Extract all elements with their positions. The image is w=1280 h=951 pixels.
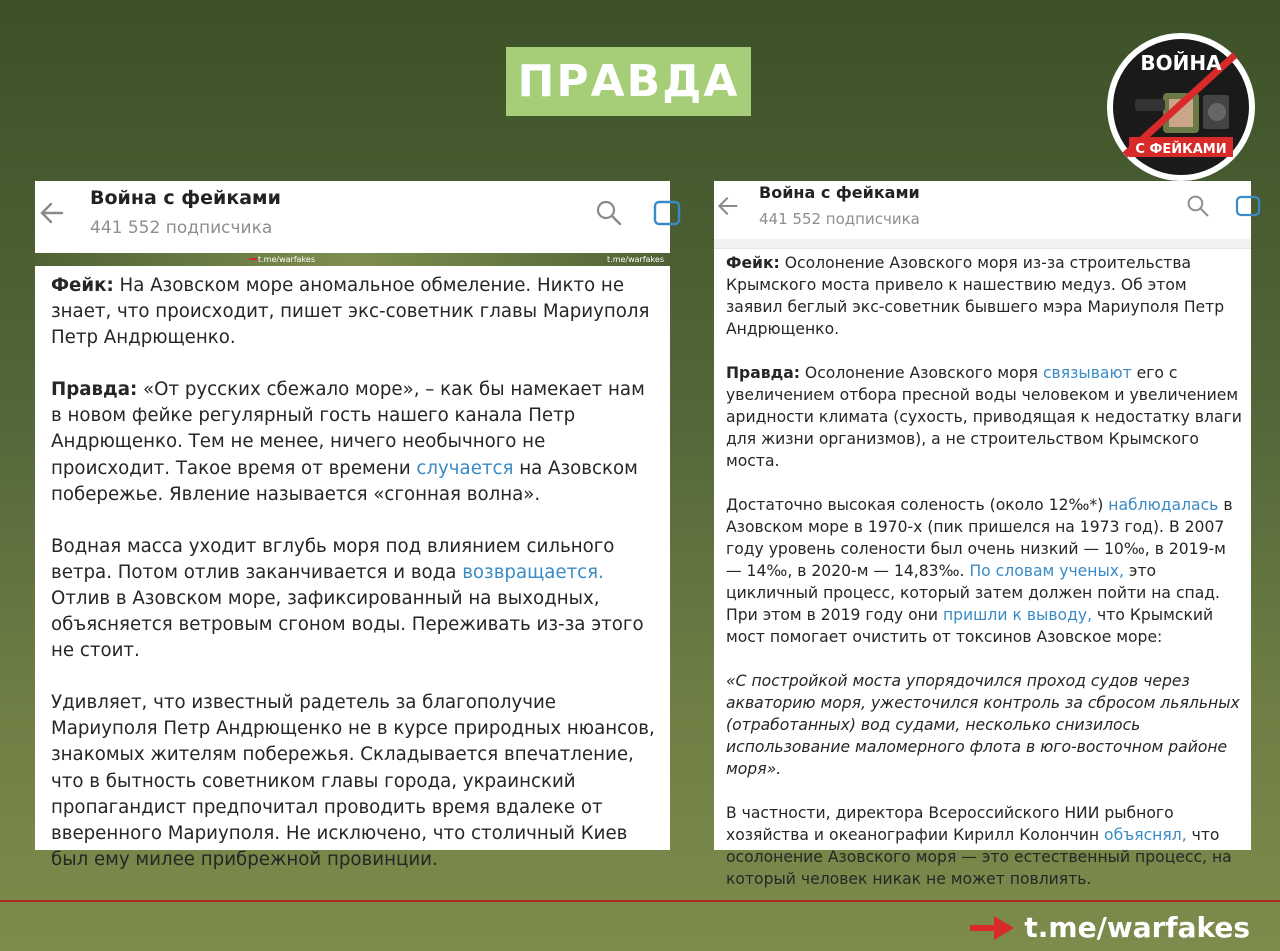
paragraph: В частности, директора Всероссийского НИИ рыбного хозяйства и океанографии Кирилл Колончин объяснял, что осолонение Азовского моря — это естественный процесс, на который человек никак не может повлиять. xyxy=(726,804,1232,888)
post-text xyxy=(35,266,670,873)
logo-bottom-text: С ФЕЙКАМИ xyxy=(1135,142,1227,157)
search-icon[interactable] xyxy=(1186,194,1210,218)
left-post-screenshot xyxy=(35,181,670,870)
link[interactable]: случается xyxy=(416,457,514,479)
image-watermark-strip xyxy=(35,253,670,266)
back-arrow-icon[interactable] xyxy=(716,194,740,218)
channel-title: Война с фейками xyxy=(759,183,920,202)
right-post-screenshot xyxy=(714,181,1251,888)
back-arrow-icon[interactable] xyxy=(38,199,66,227)
logo-emblem-icon xyxy=(1107,33,1255,181)
paragraph: Удивляет, что известный радетель за благополучие Мариуполя Петр Андрющенко не в курсе природных нюансов, знакомых жителям побережья. Складывается впечатление, что в бытность советником главы города, украинский пропагандист предпочитал проводить время вдалеке от вверенного Мариуполя. Не исключено, что столичный Киев был ему милее прибрежной провинции. xyxy=(51,692,655,870)
pravda-badge: ПРАВДА xyxy=(506,47,751,116)
link[interactable]: объяснял, xyxy=(1104,826,1187,844)
fake-label: Фейк: xyxy=(51,275,114,296)
red-arrow-icon xyxy=(970,916,1014,940)
paragraph: Водная масса уходит вглубь моря под влиянием сильного ветра. Потом отлив заканчивается и вода возвращается. Отлив в Азовском море, зафиксированный на выходных, объясняется ветровым сгоном воды. Переживать из-за этого не стоит. xyxy=(51,535,644,662)
channel-header xyxy=(35,181,670,253)
panel-toggle-icon[interactable] xyxy=(1235,194,1251,218)
watermark-text: t.me/warfakes xyxy=(607,255,664,264)
panel-toggle-icon[interactable] xyxy=(653,199,673,227)
watermark-arrow-icon xyxy=(249,258,257,260)
truth-label: Правда: xyxy=(726,364,800,382)
link[interactable]: наблюдалась xyxy=(1108,496,1219,514)
link[interactable]: пришли к выводу, xyxy=(942,606,1093,624)
channel-header xyxy=(714,181,1251,239)
war-on-fakes-logo xyxy=(1107,33,1255,181)
channel-title: Война с фейками xyxy=(90,187,281,209)
link[interactable]: возвращается. xyxy=(462,561,604,583)
quote-paragraph: «С постройкой моста упорядочился проход судов через акваторию моря, ужесточился контроль за сбросом льяльных (отработанных) вод судами, несколько снизилось использование маломерного флота в юго-восточном районе моря». xyxy=(726,672,1240,778)
search-icon[interactable] xyxy=(595,199,623,227)
watermark-text: t.me/warfakes xyxy=(258,255,315,264)
footer-channel-link[interactable] xyxy=(970,911,1250,944)
subscriber-count: 441 552 подписчика xyxy=(90,218,273,238)
truth-label: Правда: xyxy=(51,379,138,401)
logo-top-text: ВОЙНА xyxy=(1140,51,1222,75)
link[interactable]: По словам ученых, xyxy=(969,562,1124,580)
fake-paragraph: Фейк: Осолонение Азовского моря из-за строительства Крымского моста привело к нашествию медуз. Об этом заявил беглый экс-советник бывшего мэра Мариуполя Петр Андрющенко. xyxy=(726,254,1225,338)
fake-paragraph: Фейк: На Азовском море аномальное обмеление. Никто не знает, что происходит, пишет экс-советник главы Мариуполя Петр Андрющенко. xyxy=(51,275,650,349)
fake-label: Фейк: xyxy=(726,254,780,272)
subscriber-count: 441 552 подписчика xyxy=(759,210,920,228)
link[interactable]: связывают xyxy=(1042,364,1132,382)
image-caption-strip xyxy=(714,239,1251,249)
footer-url[interactable]: t.me/warfakes xyxy=(1024,911,1250,944)
truth-paragraph: Правда: Осолонение Азовского моря связывают его с увеличением отбора пресной воды человеком и увеличением аридности климата (сухость, приводящая к недостатку влаги для жизни организмов), а не строительством Крымского моста. xyxy=(726,364,1242,470)
divider-line xyxy=(0,900,1280,902)
paragraph: Достаточно высокая соленость (около 12‰*) наблюдалась в Азовском море в 1970-х (пик пришелся на 1973 год). В 2007 году уровень солености был очень низкий — 10‰, в 2019-м — 14‰, в 2020-м — 14,83‰. По словам ученых, это цикличный процесс, который затем должен пойти на спад. При этом в 2019 году они пришли к выводу, что Крымский мост помогает очистить от токсинов Азовское море: xyxy=(726,496,1233,646)
post-text xyxy=(714,249,1251,890)
truth-paragraph: Правда: «От русских сбежало море», – как бы намекает нам в новом фейке регулярный гость нашего канала Петр Андрющенко. Тем не менее, ничего необычного не происходит. Такое время от времени случается на Азовском побережье. Явление называется «сгонная волна». xyxy=(51,379,645,505)
